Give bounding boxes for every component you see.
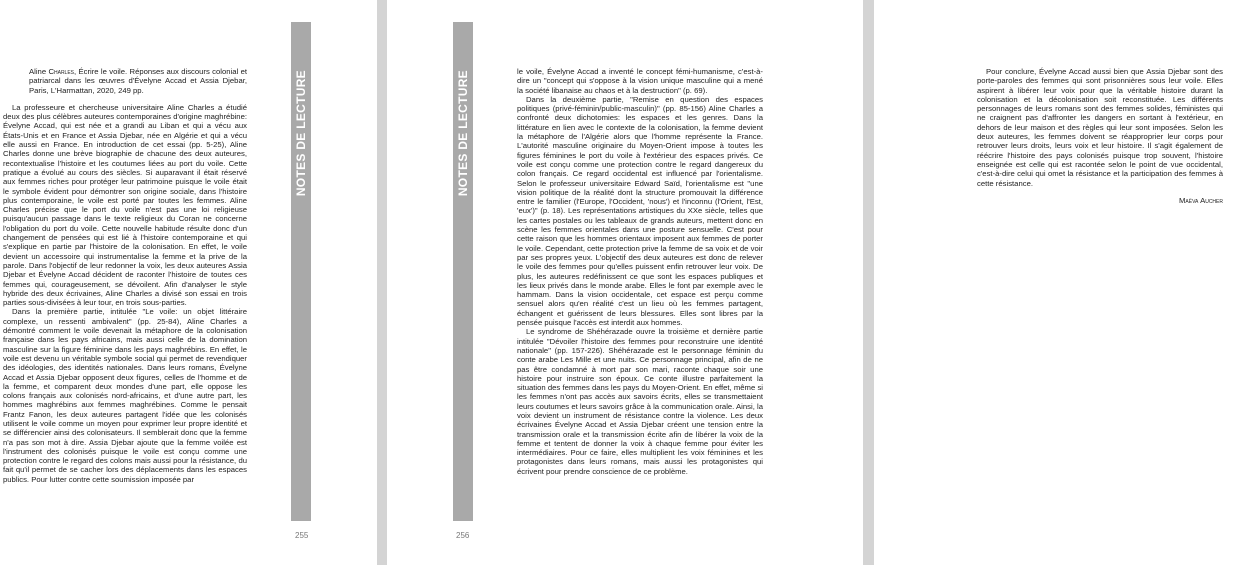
- reference-details: , Écrire le voile. Réponses aux discours colonial et patriarcal dans les œuvres d'Évelyne Accad et Assia Djebar, Paris, L'Harmattan, 2020, 249 pp.: [29, 67, 247, 95]
- paragraph: le voile, Évelyne Accad a inventé le concept fémi-humanisme, c'est-à-dire un "concept qui s'oppose à la vision unique masculine qui a mené la société libanaise au chaos et à la destruction" (p. 69).: [517, 67, 763, 95]
- section-tab-label: NOTES DE LECTURE: [294, 70, 308, 197]
- paragraph: Le syndrome de Shéhérazade ouvre la troisième et dernière partie intitulée "Dévoiler l'histoire des femmes pour reconstruire une identité nationale" (pp. 157-226). Shéhérazade est le personnage féminin du conte arabe Les Mille et une nuits. Ce personnage principal, afin de ne pas être condamné à mort par son mari, raconte chaque soir une histoire pour instruire son époux. Ce conte illustre parfaitement la situation des femmes dans les pays du Moyen-Orient. En effet, même si les femmes n'ont pas accès aux savoirs écrits, elles se transmettaient leurs coutumes et leurs savoirs grâce à la communication orale. Ainsi, la voix devient un instrument de résistance contre la violence. Les deux écrivaines Évelyne Accad et Assia Djebar créent une tension entre la transmission orale et la transmission écrite afin de libérer la voix de la femme et tentent de donner la voix à chaque femme pour éviter les intermédiaires. Pour ce faire, elles multiplient les voix féminines et les protagonistes dans leurs romans, mais aussi les protagonistes qui écrivent pour prendre conscience de ce problème.: [517, 327, 763, 476]
- section-tab-label: NOTES DE LECTURE: [456, 70, 470, 197]
- section-tab: [453, 22, 473, 521]
- text-column: [977, 67, 1223, 205]
- page-number: 256: [456, 531, 470, 540]
- page-255: [0, 0, 377, 565]
- section-tab: [291, 22, 311, 521]
- page-257: [874, 0, 1244, 565]
- reference-author-last: Charles: [48, 67, 75, 76]
- reference-author-first: Aline: [29, 67, 47, 76]
- paragraph: Pour conclure, Évelyne Accad aussi bien que Assia Djebar sont des porte-paroles des femmes qui sont prisonnières sous leur voile. Elles aspirent à libérer leur voix pour que la véritable histoire durant la colonisation et la décolonisation soit reconstituée. Les différents personnages de leurs romans sont des femmes solides, féministes qui ne craignent pas d'affronter les dangers en sortant à l'extérieur, en dehors de leur maison et des règles qui leur sont imposées. Selon les deux auteures, les femmes doivent se réapproprier leur corps pour retrouver leurs droits, leurs voix et leur histoire. Il s'agit également de réécrire l'histoire des pays colonisés puisque trop souvent, l'histoire enseignée est celle qui est racontée selon le point de vue occidental, c'est-à-dire celui qui omet la résistance et la participation des femmes à cette résistance.: [977, 67, 1223, 188]
- paragraph: La professeure et chercheuse universitaire Aline Charles a étudié deux des plus célèbres auteures contemporaines d'origine maghrébine: Évelyne Accad, qui est née et a grandi au Liban et qui a vécu aux États-Unis et en France et Assia Djebar, née en Algérie et qui a vécu elle aussi en France. En introduction de cet essai (pp. 5-25), Aline Charles donne une brève biographie de chacune des deux auteures, recontextualise l'histoire et les coutumes liées au port du voile. Cette pratique a évolué au cours des siècles. Si auparavant il était réservé aux femmes riches pour protéger leur patrimoine puisque le voile était le symbole évident pour démontrer son origine sociale, dans l'histoire plus contemporaine, le voile est porté par toutes les femmes. Aline Charles précise que le port du voile n'est pas une loi religieuse puisqu'aucun passage dans le texte religieux du Coran ne concerne l'obligation du port du voile. Cette nouvelle habitude résulte donc d'un changement de pensées qui est lié à l'histoire contemporaine et qui s'explique en partie par l'histoire de la colonisation. En effet, le voile devient un accessoire qui instrumentalise la femme et la prive de la parole. Dans l'objectif de leur redonner la voix, les deux auteures Assia Djebar et Évelyne Accad décident de raconter l'histoire de toutes ces femmes qui, courageusement, se dévoilent. Afin d'analyser le style hybride des deux écrivaines, Aline Charles a divisé son essai en trois parties sous-divisées à leur tour, en trois sous-parties.: [3, 102, 247, 308]
- page-256: [387, 0, 863, 565]
- page-number: 255: [295, 531, 309, 540]
- book-reference: [3, 67, 247, 95]
- text-column: [517, 67, 763, 476]
- text-column: [3, 67, 247, 484]
- paragraph: Dans la deuxième partie, "Remise en question des espaces politiques (privé-féminin/public-masculin)" (pp. 85-156) Aline Charles a confronté deux dichotomies: les espaces et les genres. Dans la littérature en lien avec le contexte de la colonisation, la femme devient la métaphore de l'Algérie alors que l'homme représente la France. L'autorité masculine originaire du Moyen-Orient impose à toutes les figures féminines le port du voile à l'extérieur des espaces privés. Ce voile est conçu comme une protection contre le regard dangereux du colon français. Ce regard occidental est influencé par l'orientalisme. Selon le professeur universitaire Edward Saïd, l'orientalisme est "une vision politique de la réalité dont la structure promouvait la différence entre le familier (l'Europe, l'Occident, 'nous') et l'inconnu (l'Orient, l'Est, 'eux')" (p. 18). Les représentations artistiques du XXe siècle, telles que les cartes postales ou les tableaux de grands auteurs, mettent donc en scène les femmes orientales dans une posture sensuelle. C'est pour cette raison que les hommes orientaux imposent aux femmes de porter le voile. Cependant, cette protection prive la femme de sa voix et de voir par ses propres yeux. L'objectif des deux auteures est donc de relever le voile des femmes pour qu'elles puissent enfin retrouver leur voix. De plus, les auteures redéfinissent ce que sont les espaces publiques et les lieux privés dans le monde arabe. Elles le font par exemple avec le hammam. Dans la vision occidentale, cet espace est perçu comme sensuel alors qu'en réalité c'est un lieu où les femmes partagent, échangent et guérissent de leurs blessures. Elles sont libres par la pensée puisque l'accès est interdit aux hommes.: [517, 94, 763, 328]
- author-signature: Maëva Aucher: [1179, 195, 1223, 205]
- paragraph: Dans la première partie, intitulée "Le voile: un objet littéraire complexe, un ressenti ambivalent" (pp. 25-84), Aline Charles a démontré comment le voile devenait la métaphore de la colonisation française dans les pays africains, mais aussi celle de la domination masculine sur la figure féminine dans les pays maghrébins. En effet, le voile est devenu un véritable symbole social qui permet de revendiquer des idéologies, des identités nationales. Dans leurs romans, Évelyne Accad et Assia Djebar opposent deux figures, celles de l'homme et de la femme, et comparent deux mondes d'une part, elle oppose les colons français aux colonisés nord-africains, et d'une autre part, les hommes maghrébins aux femmes maghrébines. Comme le pensait Frantz Fanon, les deux auteures partagent l'idée que les colonisés utilisent le voile comme un moyen pour exprimer leur propre identité et se différencier ainsi des colonisateurs. Il semblerait donc que la femme n'a pas son mot à dire. Assia Djebar ajoute que la femme voilée est l'instrument des colonisés puisque le voile est conçu comme une protection contre le regard des colons mais aussi pour la résistance, du fait qu'il permet de se cacher lors des déplacements dans les espaces publics. Pour lutter contre cette soumission imposée par: [3, 307, 247, 484]
